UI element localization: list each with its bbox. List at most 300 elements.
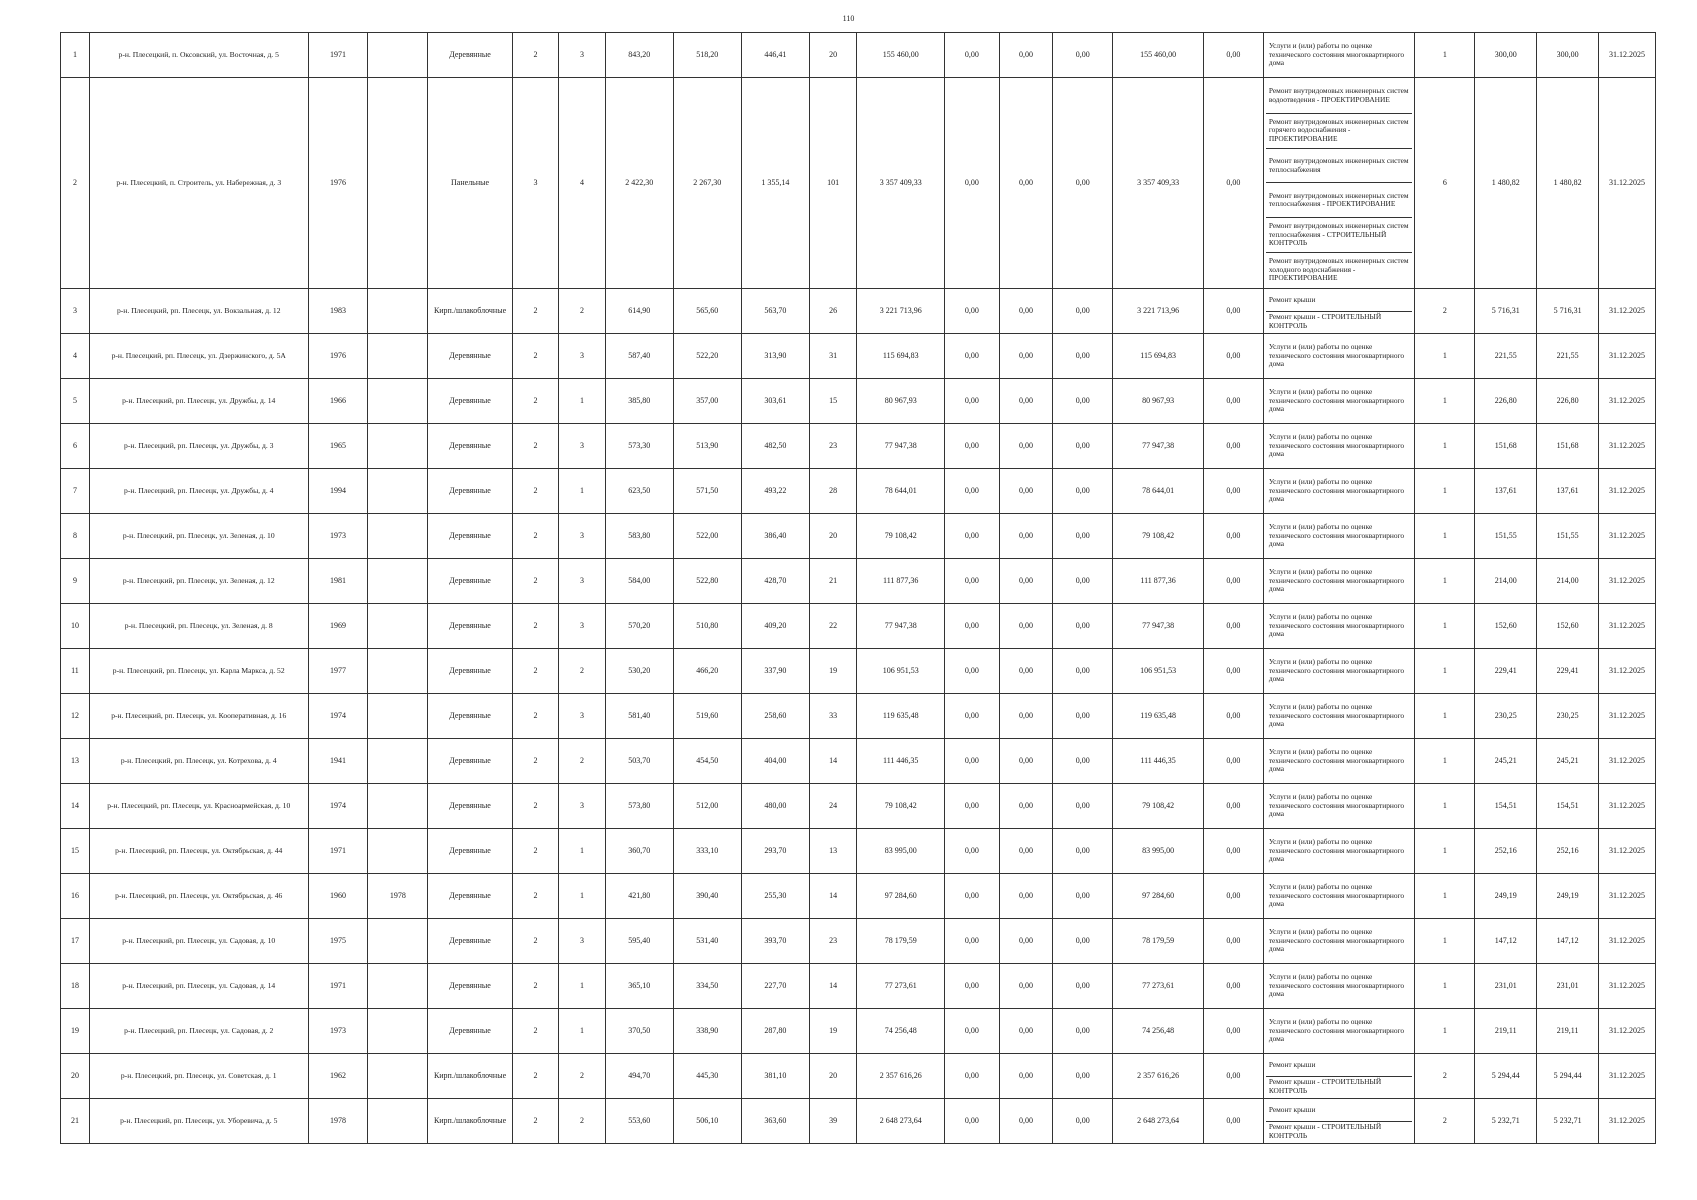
- wall-material-cell: Деревянные: [428, 334, 513, 379]
- unit-cost-max-cell: 151,55: [1537, 514, 1599, 559]
- fund-owners-cell: 74 256,48: [1113, 1009, 1204, 1054]
- area-owned-cell: 446,41: [741, 33, 809, 78]
- entrances-count-cell: 3: [559, 784, 605, 829]
- fund-owners-cell: 115 694,83: [1113, 334, 1204, 379]
- address-cell: р-н. Плесецкий, п. Оксовский, ул. Восточная, д. 5: [89, 33, 308, 78]
- area-owned-cell: 480,00: [741, 784, 809, 829]
- area-living-cell: 357,00: [673, 379, 741, 424]
- fund-owners-cell: 155 460,00: [1113, 33, 1204, 78]
- fund-regional-cell: 0,00: [999, 289, 1053, 334]
- area-living-cell: 338,90: [673, 1009, 741, 1054]
- floors-count-cell: 2: [512, 514, 558, 559]
- area-total-cell: 2 422,30: [605, 78, 673, 289]
- fund-regional-cell: 0,00: [999, 604, 1053, 649]
- work-item: Услуги и (или) работы по оценке технического состояния многоквартирного дома: [1268, 972, 1405, 999]
- works-stack: [1266, 335, 1413, 377]
- fund-other-cell: 0,00: [1203, 694, 1263, 739]
- entrances-count-cell: 1: [559, 964, 605, 1009]
- area-living-cell: 445,30: [673, 1054, 741, 1099]
- area-owned-cell: 381,10: [741, 1054, 809, 1099]
- entrances-count-cell: 4: [559, 78, 605, 289]
- address-cell: р-н. Плесецкий, рп. Плесецк, ул. Садовая, д. 14: [89, 964, 308, 1009]
- fund-regional-cell: 0,00: [999, 694, 1053, 739]
- row-number-cell: 11: [61, 649, 90, 694]
- address-cell: р-н. Плесецкий, рп. Плесецк, ул. Котрехова, д. 4: [89, 739, 308, 784]
- floors-count-cell: 2: [512, 1009, 558, 1054]
- fund-federal-cell: 0,00: [945, 1009, 1000, 1054]
- row-number-cell: 13: [61, 739, 90, 784]
- wall-material-cell: Деревянные: [428, 739, 513, 784]
- works-list-cell: [1263, 559, 1415, 604]
- floors-count-cell: 2: [512, 874, 558, 919]
- works-list-cell: [1263, 964, 1415, 1009]
- wall-material-cell: Деревянные: [428, 649, 513, 694]
- fund-regional-cell: 0,00: [999, 784, 1053, 829]
- fund-local-cell: 0,00: [1053, 78, 1113, 289]
- works-count-cell: 2: [1415, 1099, 1475, 1144]
- cost-total-cell: 3 221 713,96: [857, 289, 945, 334]
- wall-material-cell: Деревянные: [428, 33, 513, 78]
- area-living-cell: 2 267,30: [673, 78, 741, 289]
- table-row: [61, 78, 1656, 289]
- deadline-cell: 31.12.2025: [1599, 784, 1656, 829]
- work-item: Услуги и (или) работы по оценке технического состояния многоквартирного дома: [1268, 657, 1405, 684]
- work-item: Услуги и (или) работы по оценке технического состояния многоквартирного дома: [1268, 41, 1405, 68]
- works-list-cell: [1263, 514, 1415, 559]
- works-count-cell: 1: [1415, 919, 1475, 964]
- works-count-cell: 1: [1415, 334, 1475, 379]
- address-cell: р-н. Плесецкий, рп. Плесецк, ул. Дружбы, д. 3: [89, 424, 308, 469]
- area-total-cell: 503,70: [605, 739, 673, 784]
- work-item: Ремонт внутридомовых инженерных систем теплоснабжения - СТРОИТЕЛЬНЫЙ КОНТРОЛЬ: [1266, 218, 1413, 253]
- unit-cost-max-cell: 230,25: [1537, 694, 1599, 739]
- work-item: Ремонт внутридомовых инженерных систем холодного водоснабжения - ПРОЕКТИРОВАНИЕ: [1268, 256, 1409, 283]
- cost-total-cell: 106 951,53: [857, 649, 945, 694]
- fund-local-cell: 0,00: [1053, 694, 1113, 739]
- residents-count-cell: 20: [809, 33, 856, 78]
- entrances-count-cell: 3: [559, 604, 605, 649]
- unit-cost-max-cell: 249,19: [1537, 874, 1599, 919]
- works-count-cell: 1: [1415, 1009, 1475, 1054]
- area-owned-cell: 428,70: [741, 559, 809, 604]
- unit-cost-cell: 230,25: [1475, 694, 1537, 739]
- fund-owners-cell: 78 179,59: [1113, 919, 1204, 964]
- work-item: Услуги и (или) работы по оценке технического состояния многоквартирного дома: [1268, 612, 1405, 639]
- fund-regional-cell: 0,00: [999, 78, 1053, 289]
- unit-cost-max-cell: 252,16: [1537, 829, 1599, 874]
- entrances-count-cell: 1: [559, 469, 605, 514]
- fund-federal-cell: 0,00: [945, 289, 1000, 334]
- fund-regional-cell: 0,00: [999, 829, 1053, 874]
- works-count-cell: 1: [1415, 469, 1475, 514]
- works-count-cell: 1: [1415, 694, 1475, 739]
- cost-total-cell: 3 357 409,33: [857, 78, 945, 289]
- unit-cost-max-cell: 152,60: [1537, 604, 1599, 649]
- unit-cost-cell: 300,00: [1475, 33, 1537, 78]
- works-stack: [1266, 920, 1413, 962]
- entrances-count-cell: 1: [559, 829, 605, 874]
- work-item: Услуги и (или) работы по оценке технического состояния многоквартирного дома: [1268, 1017, 1405, 1044]
- works-stack: [1266, 830, 1413, 872]
- work-item: Ремонт крыши: [1266, 1100, 1413, 1122]
- works-list-cell: [1263, 919, 1415, 964]
- fund-other-cell: 0,00: [1203, 469, 1263, 514]
- floors-count-cell: 2: [512, 829, 558, 874]
- area-living-cell: 522,80: [673, 559, 741, 604]
- works-list-cell: [1263, 649, 1415, 694]
- wall-material-cell: Кирп./шлакоблочные: [428, 289, 513, 334]
- fund-federal-cell: 0,00: [945, 1054, 1000, 1099]
- fund-local-cell: 0,00: [1053, 469, 1113, 514]
- works-stack: [1266, 560, 1413, 602]
- fund-local-cell: 0,00: [1053, 289, 1113, 334]
- floors-count-cell: 2: [512, 919, 558, 964]
- table-row: [61, 874, 1656, 919]
- fund-other-cell: 0,00: [1203, 514, 1263, 559]
- works-count-cell: 1: [1415, 964, 1475, 1009]
- fund-other-cell: 0,00: [1203, 649, 1263, 694]
- residents-count-cell: 23: [809, 919, 856, 964]
- wall-material-cell: Деревянные: [428, 424, 513, 469]
- residents-count-cell: 26: [809, 289, 856, 334]
- row-number-cell: 7: [61, 469, 90, 514]
- unit-cost-cell: 151,55: [1475, 514, 1537, 559]
- unit-cost-cell: 214,00: [1475, 559, 1537, 604]
- fund-regional-cell: 0,00: [999, 1099, 1053, 1144]
- area-living-cell: 510,80: [673, 604, 741, 649]
- unit-cost-max-cell: 221,55: [1537, 334, 1599, 379]
- floors-count-cell: 2: [512, 964, 558, 1009]
- works-list-cell: [1263, 829, 1415, 874]
- year-built-cell: 1966: [308, 379, 368, 424]
- unit-cost-cell: 219,11: [1475, 1009, 1537, 1054]
- unit-cost-cell: 137,61: [1475, 469, 1537, 514]
- works-stack: [1266, 695, 1413, 737]
- year-reconstruction-cell: [368, 33, 428, 78]
- table-row: [61, 919, 1656, 964]
- works-stack: [1266, 34, 1413, 76]
- residents-count-cell: 39: [809, 1099, 856, 1144]
- fund-federal-cell: 0,00: [945, 919, 1000, 964]
- wall-material-cell: Деревянные: [428, 379, 513, 424]
- fund-federal-cell: 0,00: [945, 514, 1000, 559]
- work-item: Ремонт внутридомовых инженерных систем горячего водоснабжения - ПРОЕКТИРОВАНИЕ: [1266, 114, 1413, 149]
- fund-local-cell: 0,00: [1053, 379, 1113, 424]
- deadline-cell: 31.12.2025: [1599, 289, 1656, 334]
- table-row: [61, 829, 1656, 874]
- row-number-cell: 14: [61, 784, 90, 829]
- fund-owners-cell: 3 221 713,96: [1113, 289, 1204, 334]
- fund-federal-cell: 0,00: [945, 964, 1000, 1009]
- area-living-cell: 513,90: [673, 424, 741, 469]
- entrances-count-cell: 2: [559, 1054, 605, 1099]
- fund-owners-cell: 97 284,60: [1113, 874, 1204, 919]
- fund-regional-cell: 0,00: [999, 1054, 1053, 1099]
- area-total-cell: 570,20: [605, 604, 673, 649]
- deadline-cell: 31.12.2025: [1599, 739, 1656, 784]
- area-total-cell: 573,80: [605, 784, 673, 829]
- fund-owners-cell: 79 108,42: [1113, 514, 1204, 559]
- fund-federal-cell: 0,00: [945, 1099, 1000, 1144]
- row-number-cell: 4: [61, 334, 90, 379]
- address-cell: р-н. Плесецкий, рп. Плесецк, ул. Октябрьская, д. 46: [89, 874, 308, 919]
- work-item: Ремонт крыши: [1266, 1055, 1413, 1077]
- fund-other-cell: 0,00: [1203, 289, 1263, 334]
- work-item: Ремонт внутридомовых инженерных систем теплоснабжения - ПРОЕКТИРОВАНИЕ: [1266, 183, 1413, 218]
- works-stack: [1266, 79, 1413, 287]
- entrances-count-cell: 3: [559, 514, 605, 559]
- unit-cost-cell: 249,19: [1475, 874, 1537, 919]
- row-number-cell: 9: [61, 559, 90, 604]
- fund-federal-cell: 0,00: [945, 78, 1000, 289]
- unit-cost-max-cell: 231,01: [1537, 964, 1599, 1009]
- fund-local-cell: 0,00: [1053, 604, 1113, 649]
- area-total-cell: 584,00: [605, 559, 673, 604]
- unit-cost-cell: 226,80: [1475, 379, 1537, 424]
- work-item: Услуги и (или) работы по оценке технического состояния многоквартирного дома: [1268, 837, 1405, 864]
- area-living-cell: 466,20: [673, 649, 741, 694]
- fund-local-cell: 0,00: [1053, 964, 1113, 1009]
- fund-other-cell: 0,00: [1203, 784, 1263, 829]
- unit-cost-max-cell: 151,68: [1537, 424, 1599, 469]
- floors-count-cell: 2: [512, 469, 558, 514]
- fund-local-cell: 0,00: [1053, 1009, 1113, 1054]
- floors-count-cell: 2: [512, 559, 558, 604]
- deadline-cell: 31.12.2025: [1599, 469, 1656, 514]
- address-cell: р-н. Плесецкий, рп. Плесецк, ул. Советская, д. 1: [89, 1054, 308, 1099]
- area-owned-cell: 227,70: [741, 964, 809, 1009]
- fund-regional-cell: 0,00: [999, 424, 1053, 469]
- area-living-cell: 519,60: [673, 694, 741, 739]
- cost-total-cell: 111 877,36: [857, 559, 945, 604]
- unit-cost-max-cell: 5 716,31: [1537, 289, 1599, 334]
- row-number-cell: 3: [61, 289, 90, 334]
- unit-cost-cell: 245,21: [1475, 739, 1537, 784]
- table-row: [61, 964, 1656, 1009]
- area-owned-cell: 1 355,14: [741, 78, 809, 289]
- fund-federal-cell: 0,00: [945, 33, 1000, 78]
- fund-local-cell: 0,00: [1053, 334, 1113, 379]
- works-count-cell: 1: [1415, 559, 1475, 604]
- entrances-count-cell: 2: [559, 289, 605, 334]
- residents-count-cell: 23: [809, 424, 856, 469]
- deadline-cell: 31.12.2025: [1599, 424, 1656, 469]
- entrances-count-cell: 3: [559, 694, 605, 739]
- area-total-cell: 360,70: [605, 829, 673, 874]
- deadline-cell: 31.12.2025: [1599, 514, 1656, 559]
- area-owned-cell: 337,90: [741, 649, 809, 694]
- works-count-cell: 6: [1415, 78, 1475, 289]
- year-reconstruction-cell: [368, 334, 428, 379]
- works-list-cell: [1263, 604, 1415, 649]
- works-list-cell: [1263, 874, 1415, 919]
- year-built-cell: 1973: [308, 514, 368, 559]
- entrances-count-cell: 1: [559, 874, 605, 919]
- works-stack: [1266, 875, 1413, 917]
- area-owned-cell: 303,61: [741, 379, 809, 424]
- area-living-cell: 512,00: [673, 784, 741, 829]
- year-reconstruction-cell: [368, 1099, 428, 1144]
- fund-federal-cell: 0,00: [945, 334, 1000, 379]
- area-living-cell: 333,10: [673, 829, 741, 874]
- floors-count-cell: 2: [512, 649, 558, 694]
- year-reconstruction-cell: [368, 469, 428, 514]
- floors-count-cell: 3: [512, 78, 558, 289]
- fund-owners-cell: 111 446,35: [1113, 739, 1204, 784]
- residents-count-cell: 28: [809, 469, 856, 514]
- area-living-cell: 506,10: [673, 1099, 741, 1144]
- deadline-cell: 31.12.2025: [1599, 829, 1656, 874]
- area-living-cell: 531,40: [673, 919, 741, 964]
- deadline-cell: 31.12.2025: [1599, 694, 1656, 739]
- wall-material-cell: Деревянные: [428, 514, 513, 559]
- works-count-cell: 1: [1415, 784, 1475, 829]
- area-living-cell: 454,50: [673, 739, 741, 784]
- year-reconstruction-cell: [368, 78, 428, 289]
- table-row: [61, 784, 1656, 829]
- residents-count-cell: 20: [809, 1054, 856, 1099]
- works-stack: [1266, 470, 1413, 512]
- area-owned-cell: 293,70: [741, 829, 809, 874]
- cost-total-cell: 2 357 616,26: [857, 1054, 945, 1099]
- address-cell: р-н. Плесецкий, рп. Плесецк, ул. Кооперативная, д. 16: [89, 694, 308, 739]
- fund-regional-cell: 0,00: [999, 469, 1053, 514]
- entrances-count-cell: 2: [559, 649, 605, 694]
- fund-other-cell: 0,00: [1203, 874, 1263, 919]
- year-reconstruction-cell: [368, 424, 428, 469]
- table-row: [61, 379, 1656, 424]
- year-built-cell: 1975: [308, 919, 368, 964]
- area-total-cell: 370,50: [605, 1009, 673, 1054]
- year-built-cell: 1965: [308, 424, 368, 469]
- year-built-cell: 1994: [308, 469, 368, 514]
- fund-local-cell: 0,00: [1053, 424, 1113, 469]
- residents-count-cell: 14: [809, 964, 856, 1009]
- area-owned-cell: 482,50: [741, 424, 809, 469]
- deadline-cell: 31.12.2025: [1599, 33, 1656, 78]
- fund-regional-cell: 0,00: [999, 874, 1053, 919]
- works-stack: [1266, 1100, 1413, 1142]
- fund-owners-cell: 2 648 273,64: [1113, 1099, 1204, 1144]
- year-reconstruction-cell: [368, 604, 428, 649]
- area-total-cell: 583,80: [605, 514, 673, 559]
- row-number-cell: 19: [61, 1009, 90, 1054]
- cost-total-cell: 78 644,01: [857, 469, 945, 514]
- area-total-cell: 843,20: [605, 33, 673, 78]
- cost-total-cell: 97 284,60: [857, 874, 945, 919]
- unit-cost-max-cell: 137,61: [1537, 469, 1599, 514]
- area-total-cell: 553,60: [605, 1099, 673, 1144]
- fund-local-cell: 0,00: [1053, 739, 1113, 784]
- fund-federal-cell: 0,00: [945, 424, 1000, 469]
- unit-cost-cell: 229,41: [1475, 649, 1537, 694]
- table-row: [61, 424, 1656, 469]
- fund-other-cell: 0,00: [1203, 1009, 1263, 1054]
- work-item: Услуги и (или) работы по оценке технического состояния многоквартирного дома: [1268, 702, 1405, 729]
- year-reconstruction-cell: [368, 784, 428, 829]
- year-reconstruction-cell: [368, 289, 428, 334]
- area-living-cell: 518,20: [673, 33, 741, 78]
- work-item: Услуги и (или) работы по оценке технического состояния многоквартирного дома: [1268, 792, 1405, 819]
- works-stack: [1266, 740, 1413, 782]
- fund-other-cell: 0,00: [1203, 559, 1263, 604]
- work-item: Ремонт крыши - СТРОИТЕЛЬНЫЙ КОНТРОЛЬ: [1268, 312, 1382, 330]
- works-list-cell: [1263, 739, 1415, 784]
- entrances-count-cell: 3: [559, 559, 605, 604]
- area-owned-cell: 363,60: [741, 1099, 809, 1144]
- entrances-count-cell: 3: [559, 334, 605, 379]
- fund-other-cell: 0,00: [1203, 919, 1263, 964]
- fund-other-cell: 0,00: [1203, 829, 1263, 874]
- works-list-cell: [1263, 694, 1415, 739]
- fund-other-cell: 0,00: [1203, 739, 1263, 784]
- fund-local-cell: 0,00: [1053, 559, 1113, 604]
- year-reconstruction-cell: [368, 829, 428, 874]
- fund-local-cell: 0,00: [1053, 514, 1113, 559]
- entrances-count-cell: 3: [559, 33, 605, 78]
- residents-count-cell: 15: [809, 379, 856, 424]
- floors-count-cell: 2: [512, 33, 558, 78]
- unit-cost-max-cell: 219,11: [1537, 1009, 1599, 1054]
- residents-count-cell: 24: [809, 784, 856, 829]
- fund-owners-cell: 83 995,00: [1113, 829, 1204, 874]
- residents-count-cell: 20: [809, 514, 856, 559]
- residents-count-cell: 33: [809, 694, 856, 739]
- floors-count-cell: 2: [512, 334, 558, 379]
- fund-federal-cell: 0,00: [945, 379, 1000, 424]
- fund-other-cell: 0,00: [1203, 78, 1263, 289]
- area-total-cell: 595,40: [605, 919, 673, 964]
- area-total-cell: 530,20: [605, 649, 673, 694]
- work-item: Услуги и (или) работы по оценке технического состояния многоквартирного дома: [1268, 342, 1405, 369]
- fund-other-cell: 0,00: [1203, 379, 1263, 424]
- floors-count-cell: 2: [512, 1054, 558, 1099]
- floors-count-cell: 2: [512, 424, 558, 469]
- row-number-cell: 8: [61, 514, 90, 559]
- work-item: Услуги и (или) работы по оценке технического состояния многоквартирного дома: [1268, 567, 1405, 594]
- residents-count-cell: 19: [809, 1009, 856, 1054]
- table-row: [61, 469, 1656, 514]
- area-total-cell: 614,90: [605, 289, 673, 334]
- deadline-cell: 31.12.2025: [1599, 964, 1656, 1009]
- year-reconstruction-cell: [368, 1009, 428, 1054]
- area-living-cell: 522,00: [673, 514, 741, 559]
- works-list-cell: [1263, 289, 1415, 334]
- works-stack: [1266, 1010, 1413, 1052]
- table-row: [61, 1009, 1656, 1054]
- works-stack: [1266, 785, 1413, 827]
- works-stack: [1266, 650, 1413, 692]
- fund-other-cell: 0,00: [1203, 1054, 1263, 1099]
- address-cell: р-н. Плесецкий, рп. Плесецк, ул. Зеленая, д. 12: [89, 559, 308, 604]
- floors-count-cell: 2: [512, 1099, 558, 1144]
- row-number-cell: 18: [61, 964, 90, 1009]
- fund-federal-cell: 0,00: [945, 559, 1000, 604]
- fund-federal-cell: 0,00: [945, 649, 1000, 694]
- unit-cost-cell: 151,68: [1475, 424, 1537, 469]
- area-owned-cell: 563,70: [741, 289, 809, 334]
- works-list-cell: [1263, 469, 1415, 514]
- cost-total-cell: 74 256,48: [857, 1009, 945, 1054]
- address-cell: р-н. Плесецкий, рп. Плесецк, ул. Дружбы, д. 4: [89, 469, 308, 514]
- residents-count-cell: 14: [809, 739, 856, 784]
- year-reconstruction-cell: [368, 739, 428, 784]
- unit-cost-max-cell: 154,51: [1537, 784, 1599, 829]
- fund-other-cell: 0,00: [1203, 334, 1263, 379]
- year-reconstruction-cell: [368, 1054, 428, 1099]
- cost-total-cell: 83 995,00: [857, 829, 945, 874]
- deadline-cell: 31.12.2025: [1599, 1099, 1656, 1144]
